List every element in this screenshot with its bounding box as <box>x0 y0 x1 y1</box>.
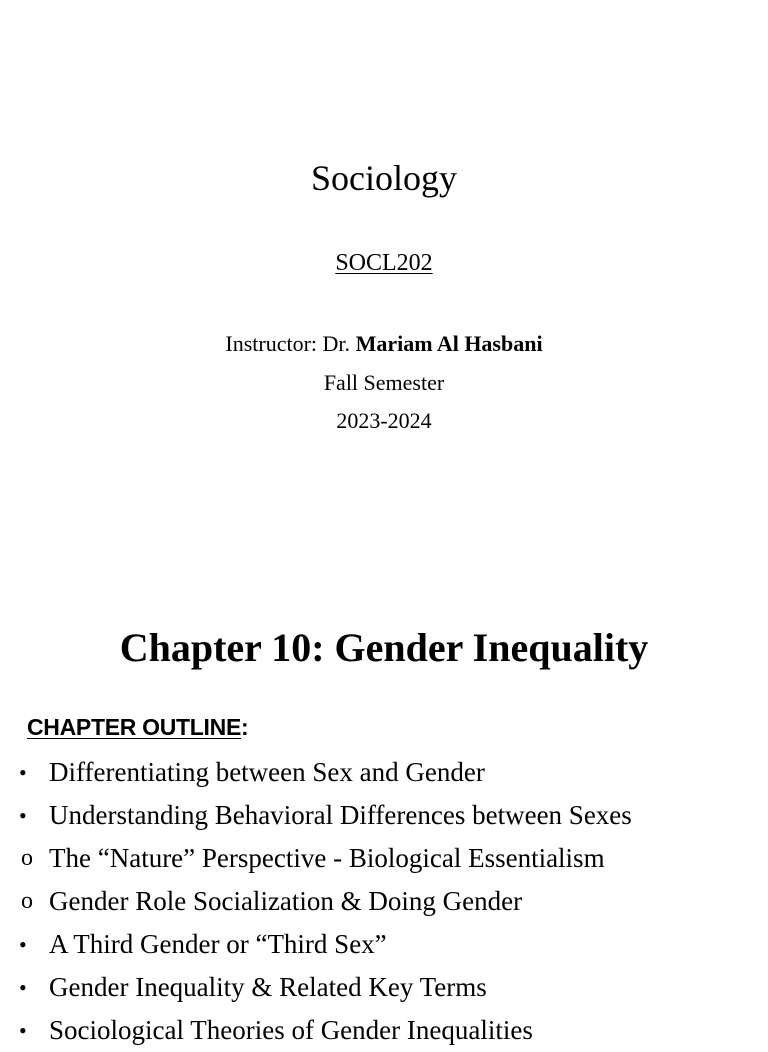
outline-item <box>0 880 768 923</box>
outline-item <box>0 751 768 794</box>
outline-heading-colon: : <box>241 714 249 740</box>
bullet-icon: • <box>19 1018 27 1043</box>
outline-heading <box>20 712 248 742</box>
circle-bullet-icon: o <box>21 888 33 914</box>
instructor-prefix: Instructor: Dr. <box>225 331 351 356</box>
course-title: Sociology <box>310 158 457 198</box>
circle-bullet-icon: o <box>21 845 33 871</box>
bullet-icon: • <box>19 975 27 1000</box>
outline-item-text: Differentiating between Sex and Gender <box>49 757 485 787</box>
outline-item <box>0 1009 768 1052</box>
course-code-text: SOCL202 <box>335 250 433 276</box>
instructor-line <box>0 330 768 358</box>
semester: Fall Semester <box>323 370 445 395</box>
outline-item <box>0 837 768 880</box>
bullet-icon: • <box>19 803 27 828</box>
outline-item <box>0 966 768 1009</box>
academic-years: 2023-2024 <box>336 408 432 433</box>
chapter-title: Chapter 10: Gender Inequality <box>119 625 649 670</box>
outline-heading-text: CHAPTER OUTLINE <box>27 714 242 740</box>
bullet-icon: • <box>19 932 27 957</box>
outline-item-text: A Third Gender or “Third Sex” <box>49 929 387 959</box>
bullet-icon: • <box>19 760 27 785</box>
outline-item-text: Gender Role Socialization & Doing Gender <box>49 886 523 916</box>
outline-item-text: Gender Inequality & Related Key Terms <box>49 972 487 1002</box>
outline-list <box>0 751 768 1052</box>
outline-item <box>0 923 768 966</box>
outline-item <box>0 794 768 837</box>
instructor-name: Mariam Al Hasbani <box>355 331 543 356</box>
outline-item-text: The “Nature” Perspective - Biological Essentialism <box>49 843 605 873</box>
course-code <box>0 248 768 278</box>
outline-item-text: Understanding Behavioral Differences between Sexes <box>49 800 632 830</box>
outline-item-text: Sociological Theories of Gender Inequalities <box>49 1015 533 1045</box>
